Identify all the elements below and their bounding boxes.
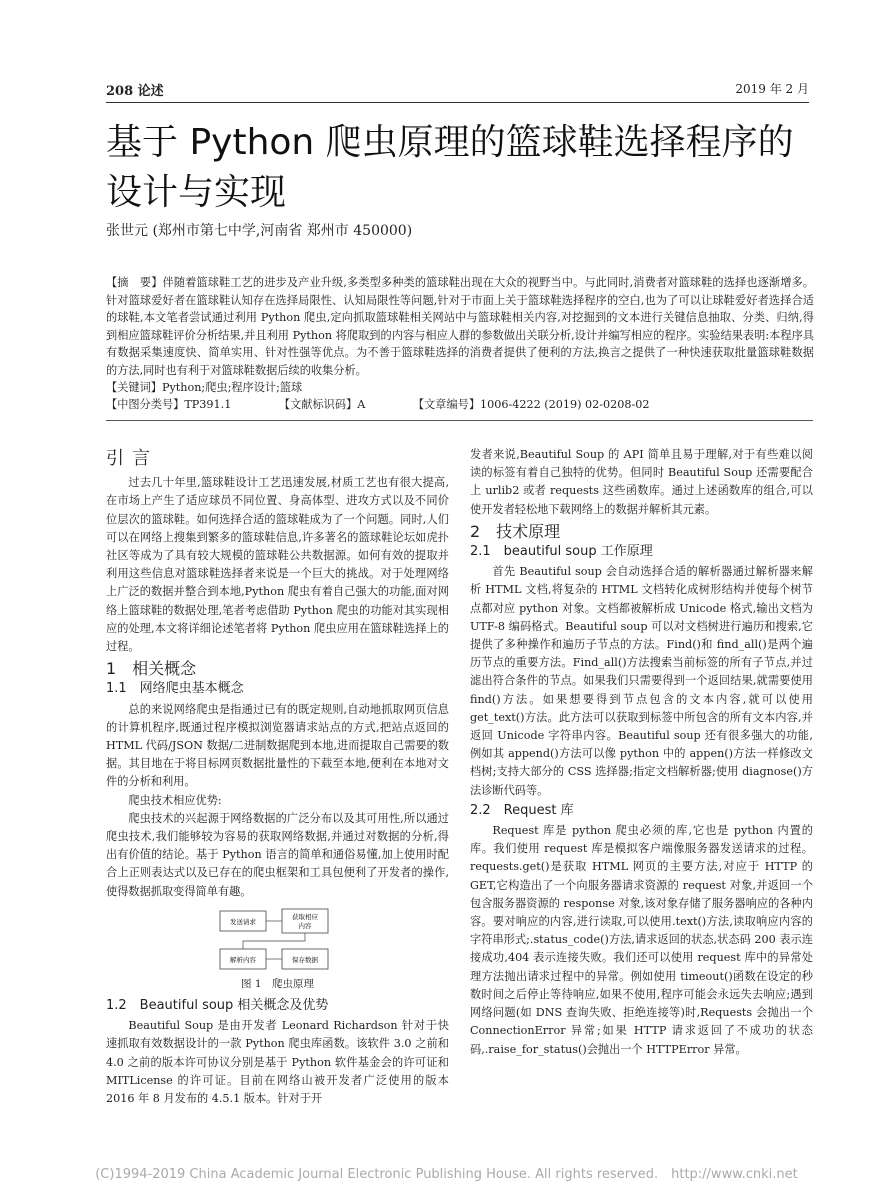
flow-box-parse-content-label: 解析内容 [229, 955, 256, 964]
figure-1-caption: 图 1 爬虫原理 [240, 977, 315, 990]
abstract [106, 274, 814, 397]
header-rule [106, 102, 809, 103]
classification-row [106, 396, 694, 414]
flow-box-get-response-label-1: 获取相应 [291, 912, 318, 921]
flow-box-save-data-label: 保存数据 [291, 955, 318, 964]
section-1-2-paragraph: Beautiful Soup 是由开发者 Leonard Richardson 针对于快速抓取有效数据设计的一款 Python 爬虫库函数。该软件 3.0 之前和 4.0 之前的版本许可协议分别是基于 Python 软件基金会的许可证和 MITLicense 的许可证。目前在网络山被开发者广泛使用的版本 2016 年 8 月发布的 4.5.1 版本。针对于开 [106, 1019, 449, 1106]
section-1-1-heading: 1.1 网络爬虫基本概念 [106, 681, 244, 697]
running-header-right: 2019 年 2 月 [735, 82, 809, 96]
running-header-left: 208 论述 [106, 84, 164, 99]
copyright-footer: (C)1994-2019 China Academic Journal Electronic Publishing House. All rights reserved. http://www.cnki.net [95, 1167, 798, 1182]
section-2-1-heading: 2.1 beautiful soup 工作原理 [470, 544, 653, 560]
section-1-1-paragraph-2: 爬虫技术相应优势: [128, 793, 222, 807]
intro-paragraph: 过去几十年里,篮球鞋设计工艺迅速发展,材质工艺也有很大提高,在市场上产生了适应球员不同位置、身高体型、进攻方式以及不同价位层次的篮球鞋。如何选择合适的篮球鞋成为了一个问题。同时,人们可以在网络上搜集到繁多的篮球鞋信息,许多著名的篮球鞋论坛如虎扑社区等成为了具有较大规模的篮球鞋公共数据源。如何有效的提取并利用这些信息对篮球鞋选择者来说是一个巨大的挑战。对于处理网络上广泛的数据并整合到本地,Python 爬虫有着自己强大的功能,面对网络上篮球鞋的数据处理,笔者考虑借助 Python 爬虫的功能对其实现相应的处理,本文将详细论述笔者将 Python 爬虫应用在篮球鞋选择上的过程。 [106, 476, 449, 654]
keywords: 【关键词】Python;爬虫;程序设计;篮球 [106, 381, 303, 394]
abstract-text: 【摘 要】伴随着篮球鞋工艺的进步及产业升级,多类型多种类的篮球鞋出现在大众的视野当中。与此同时,消费者对篮球鞋的选择也逐渐增多。针对篮球爱好者在篮球鞋认知存在选择局限性、认知局限性等问题,针对于市面上关于篮球鞋选择程序的空白,也为了可以让球鞋爱好者选择合适的球鞋,本文笔者尝试通过利用 Python 爬虫,定向抓取篮球鞋相关网站中与篮球鞋相关内容,对挖掘到的文本进行关键信息抽取、分类、归纳,得到相应篮球鞋评价分析结果,并且利用 Python 将爬取到的内容与相应人群的参数做出关联分析,设计并编写相应的程序。实验结果表明:本程序具有数据采集速度快、简单实用、针对性强等优点。为不善于篮球鞋选择的消费者提供了便利的方法,换言之提供了一种快速获取批量篮球鞋数据的方法,同时也有利于对篮球鞋数据后续的收集分析。 [106, 276, 814, 377]
section-1-heading: 1 相关概念 [106, 659, 197, 679]
figure-1 [106, 907, 449, 993]
left-column [106, 446, 449, 1108]
article-number: 【文章编号】1006-4222 (2019) 02-0208-02 [412, 398, 650, 411]
continued-paragraph: 发者来说,Beautiful Soup 的 API 简单且易于理解,对于有些难以阅读的标签有着自己独特的优势。但同时 Beautiful Soup 还需要配合上 urlib2 或者 requests 这些函数库。通过上述函数库的组合,可以使开发者轻松地下载网络上的数据并解析其元素。 [470, 448, 813, 516]
meta-rule [106, 420, 813, 421]
section-1-1-paragraph-3: 爬虫技术的兴起源于网络数据的广泛分布以及其可用性,所以通过爬虫技术,我们能够较为容易的获取网络数据,并通过对数据的分析,得出有价值的结论。基于 Python 语言的简单和通俗易懂,加上使用时配合上正则表达式以及已存在的爬虫框架和工具包便利了开发者的操作,使得数据抓取变得简单有趣。 [106, 811, 449, 898]
section-2-1-paragraph: 首先 Beautiful soup 会自动选择合适的解析器通过解析器来解析 HTML 文档,将复杂的 HTML 文档转化成树形结构并使每个树节点都对应 python 对象。文档都被解析成 Unicode 格式,输出文档为 UTF-8 编码格式。Beautiful soup 可以对文档树进行遍历和搜索,它提供了多种操作和遍历子节点的方法。Find()和 find_all()是两个遍历节点的重要方法。Find_all()方法搜索当前标签的所有子节点,并过滤出符合条件的节点。如果我们只需要得到一个返回结果,就需要使用 find()方法。如果想要得到节点包含的文本内容,就可以使用 get_text()方法。此方法可以获取到标签中所包含的所有文本内容,并返回 Unicode 字符串内容。Beautiful soup 还有很多强大的功能,例如其 append()方法可以像 python 中的 appen()方法一样修改文档树;支持大部分的 CSS 选择器;指定文档解析器;使用 diagnose()方法诊断代码等。 [470, 565, 813, 797]
document-code: 【文献标识码】A [278, 398, 366, 411]
clc-number: 【中图分类号】TP391.1 [106, 398, 232, 411]
flow-box-send-request-label: 发送请求 [229, 917, 256, 926]
section-1-1-paragraph-1: 总的来说网络爬虫是指通过已有的既定规则,自动地抓取网页信息的计算机程序,既通过程序模拟浏览器请求站点的方式,把站点返回的 HTML 代码/JSON 数据/二进制数据爬到本地,进而提取自己需要的数据。其目地在于将目标网页数据批量性的下载至本地,便利在本地对文件的分析和利用。 [106, 702, 449, 789]
author-affiliation: 张世元 (郑州市第七中学,河南省 郑州市 450000) [106, 223, 413, 239]
section-2-heading: 2 技术原理 [470, 521, 561, 541]
flow-box-get-response-label-2: 内容 [298, 921, 311, 930]
paper-title: 基于 Python 爬虫原理的篮球鞋选择程序的设计与实现 [106, 122, 794, 213]
intro-heading: 引言 [106, 448, 158, 469]
right-column [470, 446, 813, 1059]
section-1-2-heading: 1.2 Beautiful soup 相关概念及优势 [106, 998, 329, 1014]
section-2-2-heading: 2.2 Request 库 [470, 802, 574, 818]
flow-arrow-2 [243, 933, 305, 949]
crawler-flow-diagram [218, 907, 338, 973]
section-2-2-paragraph: Request 库是 python 爬虫必须的库,它也是 python 内置的库。我们使用 request 库是模拟客户端像服务器发送请求的过程。requests.get()是获取 HTML 网页的主要方法,对应于 HTTP 的 GET,它构造出了一个向服务器请求资源的 request 对象,并返回一个包含服务器资源的 response 对象,该对象存储了服务器响应的各种内容。要对响应的内容,进行读取,可以使用.text()方法,读取响应内容的字符串形式;.status_code()方法,请求返回的状态,状态码 200 表示连接成功,404 表示连接失败。我们还可以使用 request 库中的异常处理方法抛出请求过程中的异常。例如使用 timeout()函数在设定的秒数时间之后停止等待响应,如果不使用,程序可能会永远失去响应;遇到网络问题(如 DNS 查询失败、拒绝连接等)时,Requests 会抛出一个 ConnectionError 异常;如果 HTTP 请求返回了不成功的状态码,.raise_for_status()会抛出一个 HTTPError 异常。 [470, 824, 813, 1056]
